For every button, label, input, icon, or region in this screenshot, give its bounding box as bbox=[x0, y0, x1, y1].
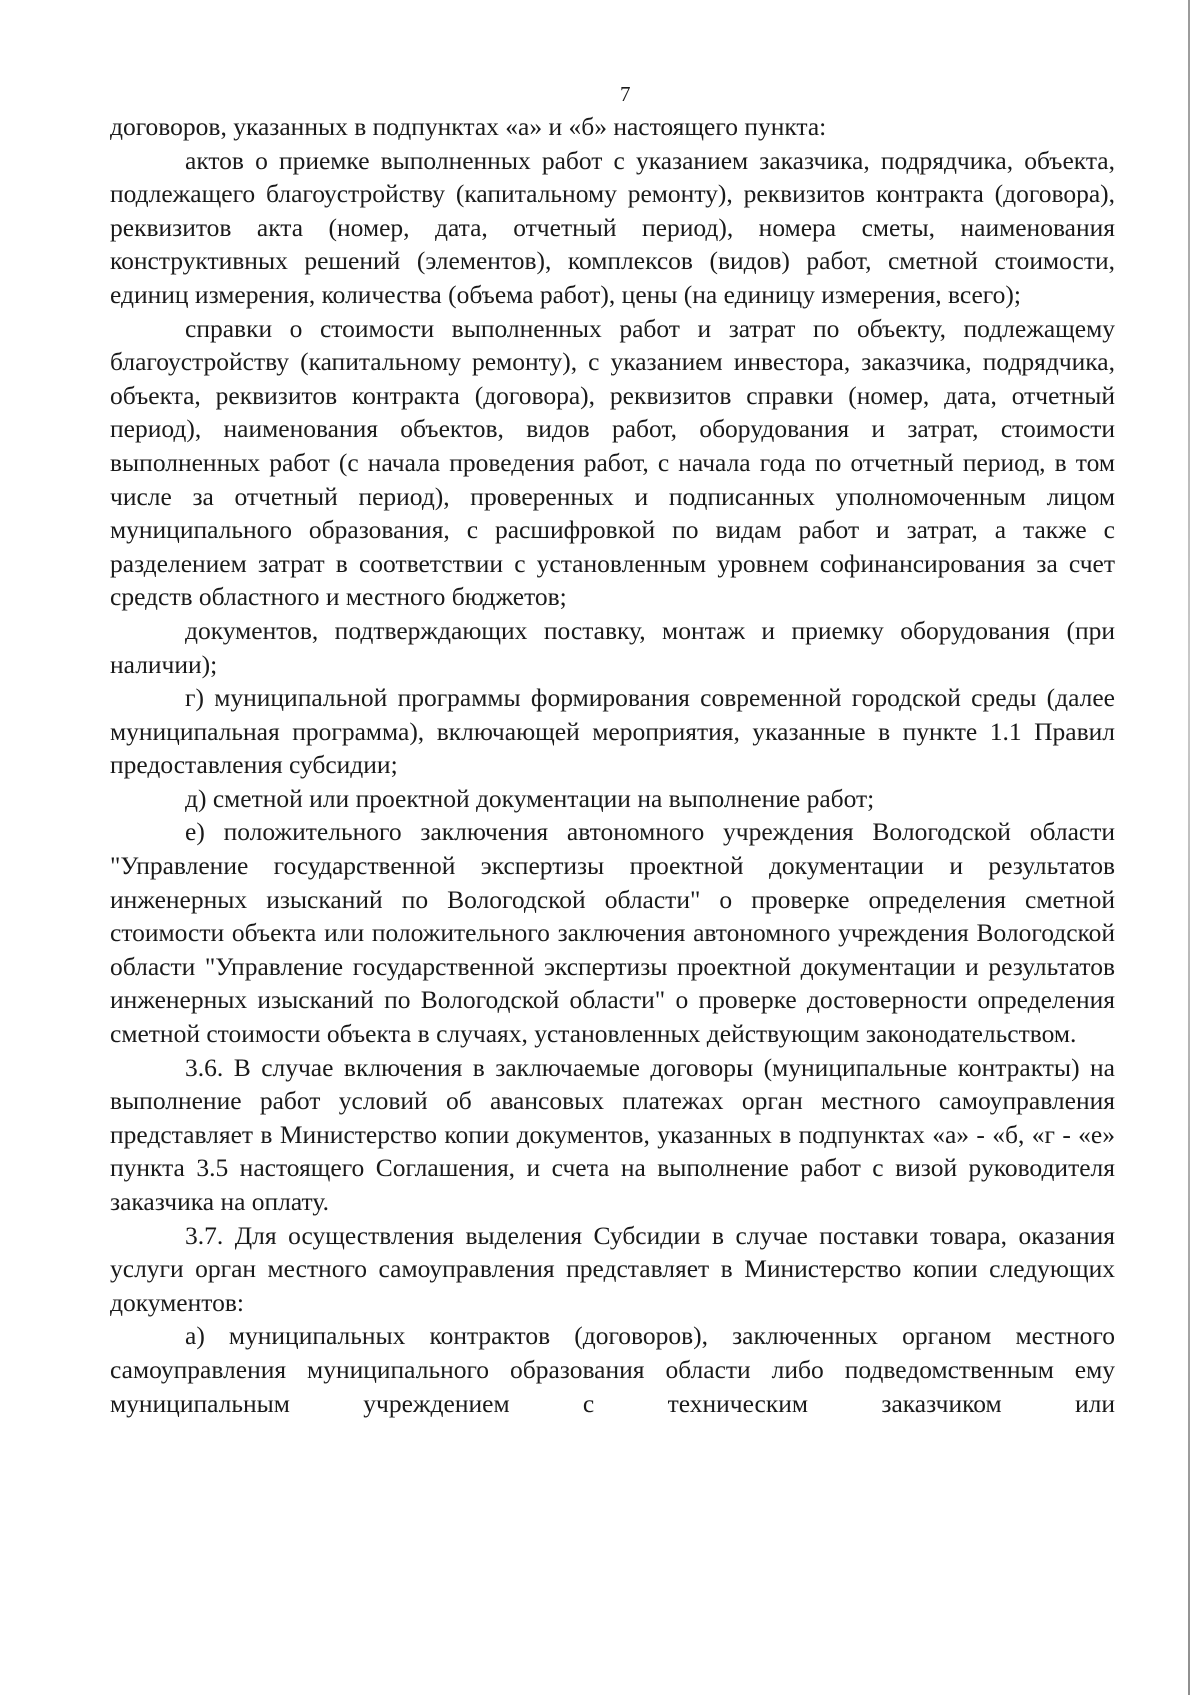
paragraph-acts: актов о приемке выполненных работ с указанием заказчика, подрядчика, объекта, подлежащего благоустройству (капитальному ремонту), реквизитов контракта (договора), реквизитов акта (номер, дата, отчетный период), номера сметы, наименования конструктивных решений (элементов), комплексов (видов) работ, сметной стоимости, единиц измерения, количества (объема работ), цены (на единицу измерения, всего); bbox=[110, 145, 1115, 309]
scan-edge-line bbox=[1188, 0, 1190, 1695]
paragraph-item-e: е) положительного заключения автономного учреждения Вологодской области "Управление государственной экспертизы проектной документации и результатов инженерных изысканий по Вологодской области" о проверке определения сметной стоимости объекта или положительного заключения автономного учреждения Вологодской области "Управление государственной экспертизы проектной документации и результатов инженерных изысканий по Вологодской области" о проверке достоверности определения сметной стоимости объекта в случаях, установленных действующим законодательством. bbox=[110, 817, 1115, 1049]
document-body bbox=[110, 110, 1115, 1420]
paragraph-item-g: г) муниципальной программы формирования современной городской среды (далее муниципальная программа), включающей мероприятия, указанные в пункте 1.1 Правил предоставления субсидии; bbox=[110, 683, 1115, 780]
paragraph-3-6: 3.6. В случае включения в заключаемые договоры (муниципальные контракты) на выполнение работ условий об авансовых платежах орган местного самоуправления представляет в Министерство копии документов, указанных в подпунктах «а» - «б, «г - «е» пункта 3.5 настоящего Соглашения, и счета на выполнение работ с визой руководителя заказчика на оплату. bbox=[110, 1052, 1115, 1216]
paragraph-equipment-documents: документов, подтверждающих поставку, монтаж и приемку оборудования (при наличии); bbox=[110, 615, 1115, 679]
paragraph-cost-certificate: справки о стоимости выполненных работ и затрат по объекту, подлежащему благоустройству (капитальному ремонту), с указанием инвестора, заказчика, подрядчика, объекта, реквизитов контракта (договора), реквизитов справки (номер, дата, отчетный период), наименования объектов, видов работ, оборудования и затрат, стоимости выполненных работ (с начала проведения работ, с начала года по отчетный период, в том числе за отчетный период), проверенных и подписанных уполномоченным лицом муниципального образования, с расшифровкой по видам работ и затрат, а также с разделением затрат в соответствии с установленным уровнем софинансирования за счет средств областного и местного бюджетов; bbox=[110, 313, 1115, 612]
paragraph-3-7: 3.7. Для осуществления выделения Субсидии в случае поставки товара, оказания услуги орган местного самоуправления представляет в Министерство копии следующих документов: bbox=[110, 1220, 1115, 1317]
page-number: 7 bbox=[620, 82, 631, 106]
paragraph-item-d: д) сметной или проектной документации на выполнение работ; bbox=[185, 783, 875, 813]
paragraph-item-a: а) муниципальных контрактов (договоров), заключенных органом местного самоуправления муниципального образования области либо подведомственным ему муниципальным учреждением с техническим заказчиком или bbox=[110, 1321, 1115, 1418]
paragraph-continuation: договоров, указанных в подпунктах «а» и «б» настоящего пункта: bbox=[110, 112, 827, 141]
